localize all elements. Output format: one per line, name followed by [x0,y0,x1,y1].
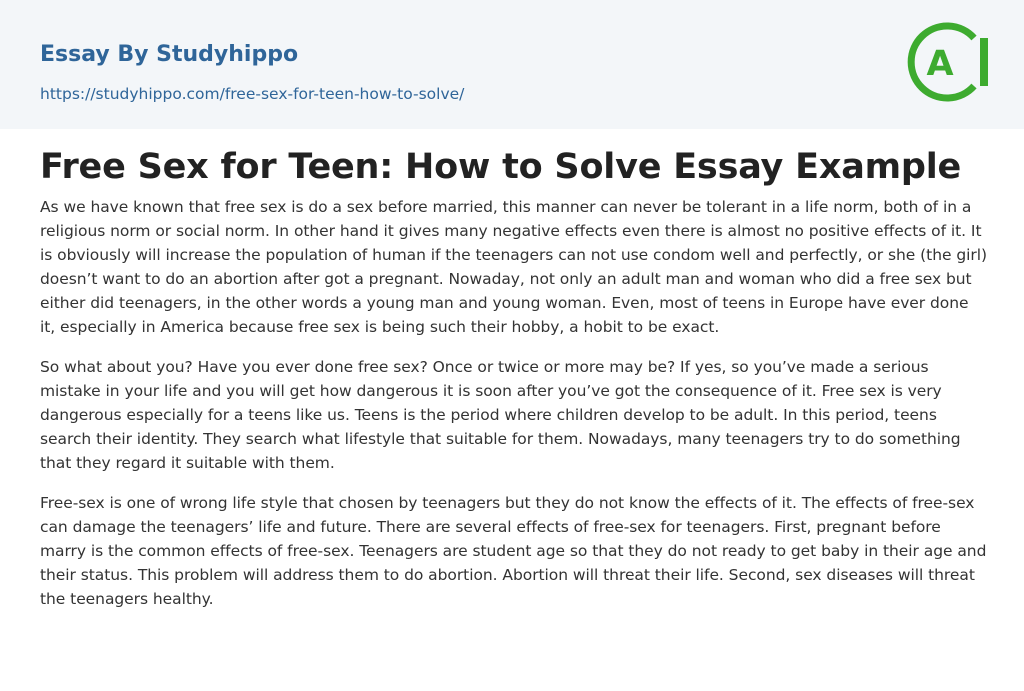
logo-ring-bar [980,38,988,86]
site-header [0,0,1024,129]
source-url-link[interactable]: https://studyhippo.com/free-sex-for-teen-how-to-solve/ [40,85,465,103]
logo-letter: A [926,44,954,84]
essay-paragraph-1: As we have known that free sex is do a sex before married, this manner can never be tolerant in a life norm, both of in a religious norm or social norm. In other hand it gives many negative effects even there is almost no positive effects of it. It is obviously will increase the population of human if the teenagers can not use condom well and perfectly, or she (the girl) doesn’t want to do an abortion after got a pregnant. Nowaday, not only an adult man and woman who did a free sex but either did teenagers, in the other words a young man and young woman. Even, most of teens in Europe have ever done it, especially in America because free sex is being such their hobby, a hobit to be exact. [40,198,987,336]
site-brand[interactable]: Essay By Studyhippo [40,42,299,67]
essay-body [40,195,988,627]
essay-paragraph-2: So what about you? Have you ever done free sex? Once or twice or more may be? If yes, so you’ve made a serious mistake in your life and you will get how dangerous it is soon after you’ve got the consequence of it. Free sex is very dangerous especially for a teens like us. Teens is the period where children develop to be adult. In this period, teens search their identity. They search what lifestyle that suitable for them. Nowadays, many teenagers try to do something that they regard it suitable with them. [40,358,961,472]
page-title: Free Sex for Teen: How to Solve Essay Example [40,147,962,187]
essay-paragraph-3: Free-sex is one of wrong life style that chosen by teenagers but they do not know the effects of it. The effects of free-sex can damage the teenagers’ life and future. There are several effects of free-sex for teenagers. First, pregnant before marry is the common effects of free-sex. Teenagers are student age so that they do not ready to get baby in their age and their status. This problem will address them to do abortion. Abortion will threat their life. Second, sex diseases will threat the teenagers healthy. [40,494,987,608]
studyhippo-logo-icon[interactable] [906,18,988,106]
